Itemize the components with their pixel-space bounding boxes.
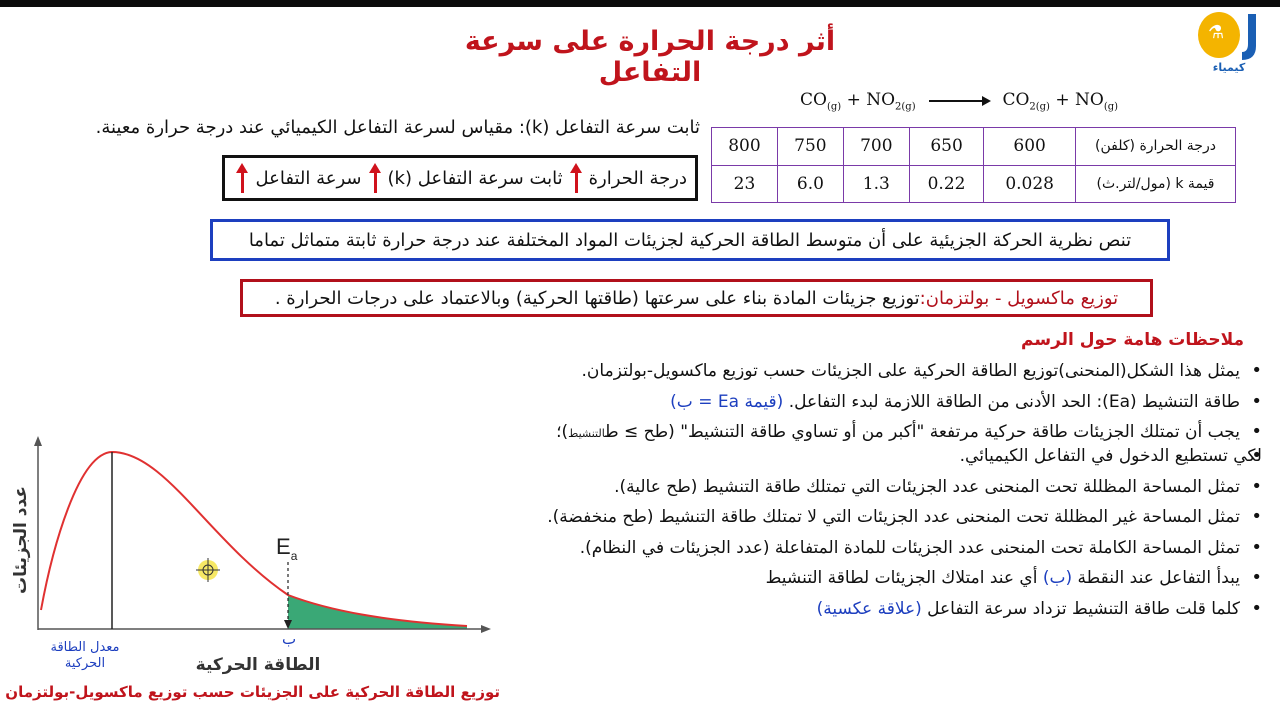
top-band (0, 0, 1280, 7)
table-cell: 800 (712, 128, 778, 166)
relation-temperature: درجة الحرارة (588, 167, 687, 189)
notes-title: ملاحظات هامة حول الرسم (1021, 330, 1244, 350)
eq-reactant-co: CO (800, 90, 827, 110)
page-title: أثر درجة الحرارة على سرعة التفاعل (464, 26, 836, 88)
x-axis-label: الطاقة الحركية (195, 655, 321, 675)
table-cell: 1.3 (843, 165, 909, 203)
up-arrow-icon (369, 163, 381, 193)
note-text: تمثل المساحة غير المظللة تحت المنحنى عدد الجزيئات التي لا تمتلك طاقة التنشيط (طح منخفضة). (547, 507, 1240, 527)
table-cell: 6.0 (777, 165, 843, 203)
table-cell: 600 (984, 128, 1076, 166)
relation-rate-constant: ثابت سرعة التفاعل (k) (387, 167, 563, 189)
chart-caption: توزيع الطاقة الحركية على الجزيئات حسب توزيع ماكسويل-بولتزمان (5, 683, 500, 701)
table-header-temperature: درجة الحرارة (كلفن) (1076, 128, 1236, 166)
note-text: تمثل المساحة الكاملة تحت المنحنى عدد الجزيئات للمادة المتفاعلة (عدد الجزيئات في النظام). (579, 537, 1240, 558)
eq-sub: (g) (1103, 101, 1119, 113)
list-item (426, 391, 1266, 413)
table-cell: 650 (909, 128, 984, 166)
cursor-crosshair-icon (196, 558, 220, 582)
note-highlight: (علاقة عكسية) (816, 598, 922, 619)
threshold-point-label: ب (281, 630, 297, 648)
table-row (712, 165, 1236, 203)
logo-text: كيمياء (1212, 61, 1246, 74)
list-item (426, 567, 1266, 589)
list-item (426, 537, 1266, 559)
eq-sub: 2(g) (1029, 101, 1050, 113)
table-header-k: قيمة k (مول/لتر.ث) (1076, 165, 1236, 203)
maxwell-definition: توزيع جزيئات المادة بناء على سرعتها (طاقتها الحركية) وبالاعتماد على درجات الحرارة . (274, 287, 920, 309)
rate-constant-definition: ثابت سرعة التفاعل (k): مقياس لسرعة التفاعل الكيميائي عند درجة حرارة معينة. (95, 117, 700, 138)
rate-constant-table (711, 127, 1236, 203)
note-text: لكي تستطيع الدخول في التفاعل الكيميائي. (959, 446, 1262, 466)
eq-reactant-no2: NO (866, 90, 896, 110)
table-row (712, 128, 1236, 166)
note-text: كلما قلت طاقة التنشيط تزداد سرعة التفاعل (921, 598, 1240, 619)
eq-plus: + (1049, 90, 1076, 110)
distribution-curve (41, 452, 467, 626)
list-item (426, 598, 1266, 620)
list-item (426, 476, 1266, 498)
y-axis-label: عدد الجزيئات (11, 486, 31, 594)
list-item (426, 360, 1266, 382)
eq-sub: 2(g) (895, 101, 916, 113)
note-text: )؛ (556, 422, 569, 442)
maxwell-boltzmann-chart (0, 430, 510, 720)
note-text: يجب أن تمتلك الجزيئات طاقة حركية مرتفعة "أكبر من أو تساوي طاقة التنشيط" (طح ≥ ط (605, 422, 1240, 442)
flask-icon: ⚗ (1208, 22, 1225, 43)
maxwell-term: توزيع ماكسويل - بولتزمان: (919, 287, 1119, 309)
notes-list (426, 360, 1266, 628)
eq-product-co2: CO (1002, 90, 1030, 110)
table-cell: 23 (712, 165, 778, 203)
peak-label: معدل الطاقة الحركية (50, 640, 120, 671)
relation-box (222, 155, 698, 201)
chemical-equation (800, 90, 1130, 118)
y-axis-arrow-icon (34, 436, 42, 446)
note-highlight: (ب) (1042, 568, 1073, 588)
threshold-label: $E_a$ (276, 534, 298, 563)
list-item-continuation (426, 445, 1266, 467)
kinetic-theory-box (210, 219, 1170, 261)
eq-product-no: NO (1075, 90, 1104, 110)
list-item (426, 421, 1266, 445)
relation-reaction-rate: سرعة التفاعل (255, 167, 362, 189)
table-cell: 700 (843, 128, 909, 166)
note-text: أي عند امتلاك الجزيئات لطاقة التنشيط (765, 568, 1043, 588)
note-subscript: التنشيط (568, 427, 606, 440)
up-arrow-icon (570, 163, 582, 193)
x-axis-arrow-icon (481, 625, 491, 633)
logo-j-shape (1238, 12, 1260, 62)
up-arrow-icon (236, 163, 248, 193)
list-item (426, 506, 1266, 528)
note-text: يبدأ التفاعل عند النقطة (1072, 568, 1240, 588)
eq-sub: (g) (826, 101, 842, 113)
reaction-arrow-icon (929, 100, 989, 102)
note-text: طاقة التنشيط (Ea): الحد الأدنى من الطاقة اللازمة لبدء التفاعل. (788, 391, 1240, 412)
channel-logo (1196, 8, 1268, 78)
table-cell: 0.028 (984, 165, 1076, 203)
table-cell: 750 (777, 128, 843, 166)
table-cell: 0.22 (909, 165, 984, 203)
eq-plus: + (841, 90, 867, 110)
maxwell-boltzmann-box (240, 279, 1153, 317)
note-text: يمثل هذا الشكل(المنحنى)توزيع الطاقة الحركية على الجزيئات حسب توزيع ماكسويل-بولتزمان. (581, 361, 1240, 381)
kinetic-theory-text: تنص نظرية الحركة الجزيئية على أن متوسط الطاقة الحركية لجزيئات المواد المختلفة عند درجة حرارة ثابتة متماثل تماما (248, 229, 1132, 251)
note-highlight: (قيمة Ea = ب) (670, 391, 789, 412)
note-text: تمثل المساحة المظللة تحت المنحنى عدد الجزيئات التي تمتلك طاقة التنشيط (طح عالية). (614, 476, 1240, 497)
